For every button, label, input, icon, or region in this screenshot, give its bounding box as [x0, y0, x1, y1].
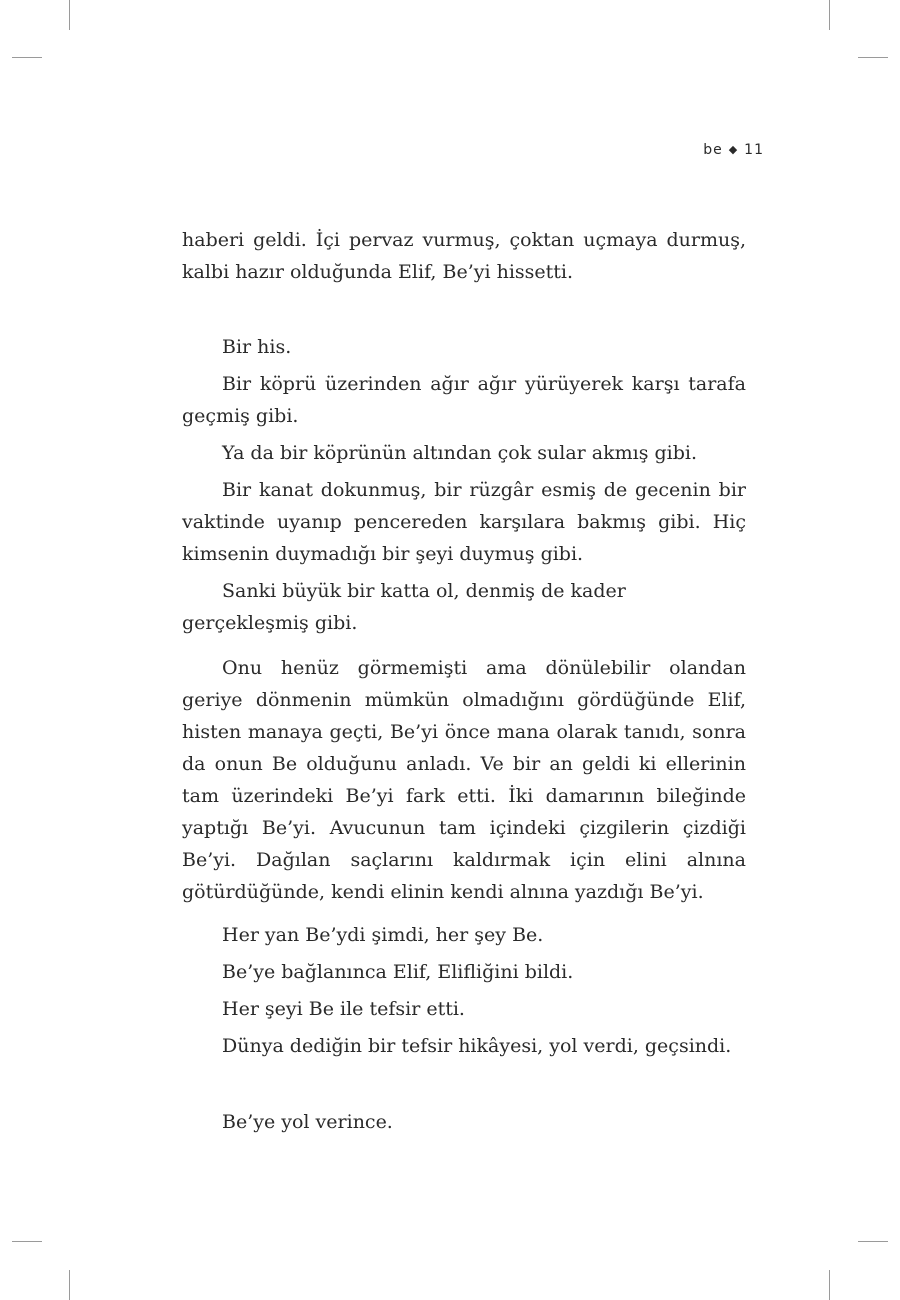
text-block-1	[182, 224, 746, 288]
running-head-title: be	[703, 142, 723, 158]
paragraph: Onu henüz görmemişti ama dönülebilir olandan geriye dönmenin mümkün olmadığını gördüğünde Elif, histen manaya geçti, Be’yi önce mana olarak tanıdı, sonra da onun Be olduğunu anladı. Ve bir an geldi ki ellerinin tam üzerindeki Be’yi fark etti. İki damarının bileğinde yaptığı Be’yi. Avucunun tam içindeki çizgilerin çizdiği Be’yi. Dağılan saçlarını kaldırmak için elini alnına götürdüğünde, kendi elinin kendi alnına yazdığı Be’yi.	[182, 657, 746, 903]
text-block-3	[182, 652, 746, 908]
text-block-4	[182, 919, 746, 1062]
crop-mark-bottom-right-vertical	[829, 1270, 830, 1300]
paragraph: Bir kanat dokunmuş, bir rüzgâr esmiş de gecenin bir vaktinde uyanıp pencereden karşılara bakmış gibi. Hiç kimsenin duymadığı bir şeyi duymuş gibi.	[182, 479, 746, 565]
text-block-2	[182, 331, 746, 639]
diamond-separator-icon: ◆	[728, 143, 739, 156]
crop-mark-top-left-horizontal	[12, 57, 42, 58]
paragraph: Ya da bir köprünün altından çok sular akmış gibi.	[222, 442, 698, 464]
crop-mark-bottom-left-vertical	[69, 1270, 70, 1300]
crop-mark-bottom-right-horizontal	[858, 1241, 888, 1242]
crop-mark-top-left-vertical	[69, 0, 70, 30]
paragraph: Her şeyi Be ile tefsir etti.	[222, 998, 465, 1020]
paragraph: Sanki büyük bir katta ol, denmiş de kader gerçekleşmiş gibi.	[182, 580, 626, 634]
paragraph: Bir his.	[222, 336, 292, 358]
text-block-5	[182, 1106, 746, 1138]
paragraph: Bir köprü üzerinden ağır ağır yürüyerek karşı tarafa geçmiş gibi.	[182, 373, 746, 427]
paragraph: haberi geldi. İçi pervaz vurmuş, çoktan uçmaya durmuş, kalbi hazır olduğunda Elif, Be’yi hissetti.	[182, 229, 746, 283]
crop-mark-top-right-vertical	[829, 0, 830, 30]
paragraph: Be’ye bağlanınca Elif, Elifliğini bildi.	[222, 961, 574, 983]
crop-mark-top-right-horizontal	[858, 57, 888, 58]
crop-mark-bottom-left-horizontal	[12, 1241, 42, 1242]
paragraph: Be’ye yol verince.	[222, 1111, 393, 1133]
paragraph: Her yan Be’ydi şimdi, her şey Be.	[222, 924, 544, 946]
running-head	[703, 142, 764, 158]
page-number: 11	[744, 142, 764, 158]
paragraph: Dünya dediğin bir tefsir hikâyesi, yol verdi, geçsindi.	[222, 1035, 732, 1057]
